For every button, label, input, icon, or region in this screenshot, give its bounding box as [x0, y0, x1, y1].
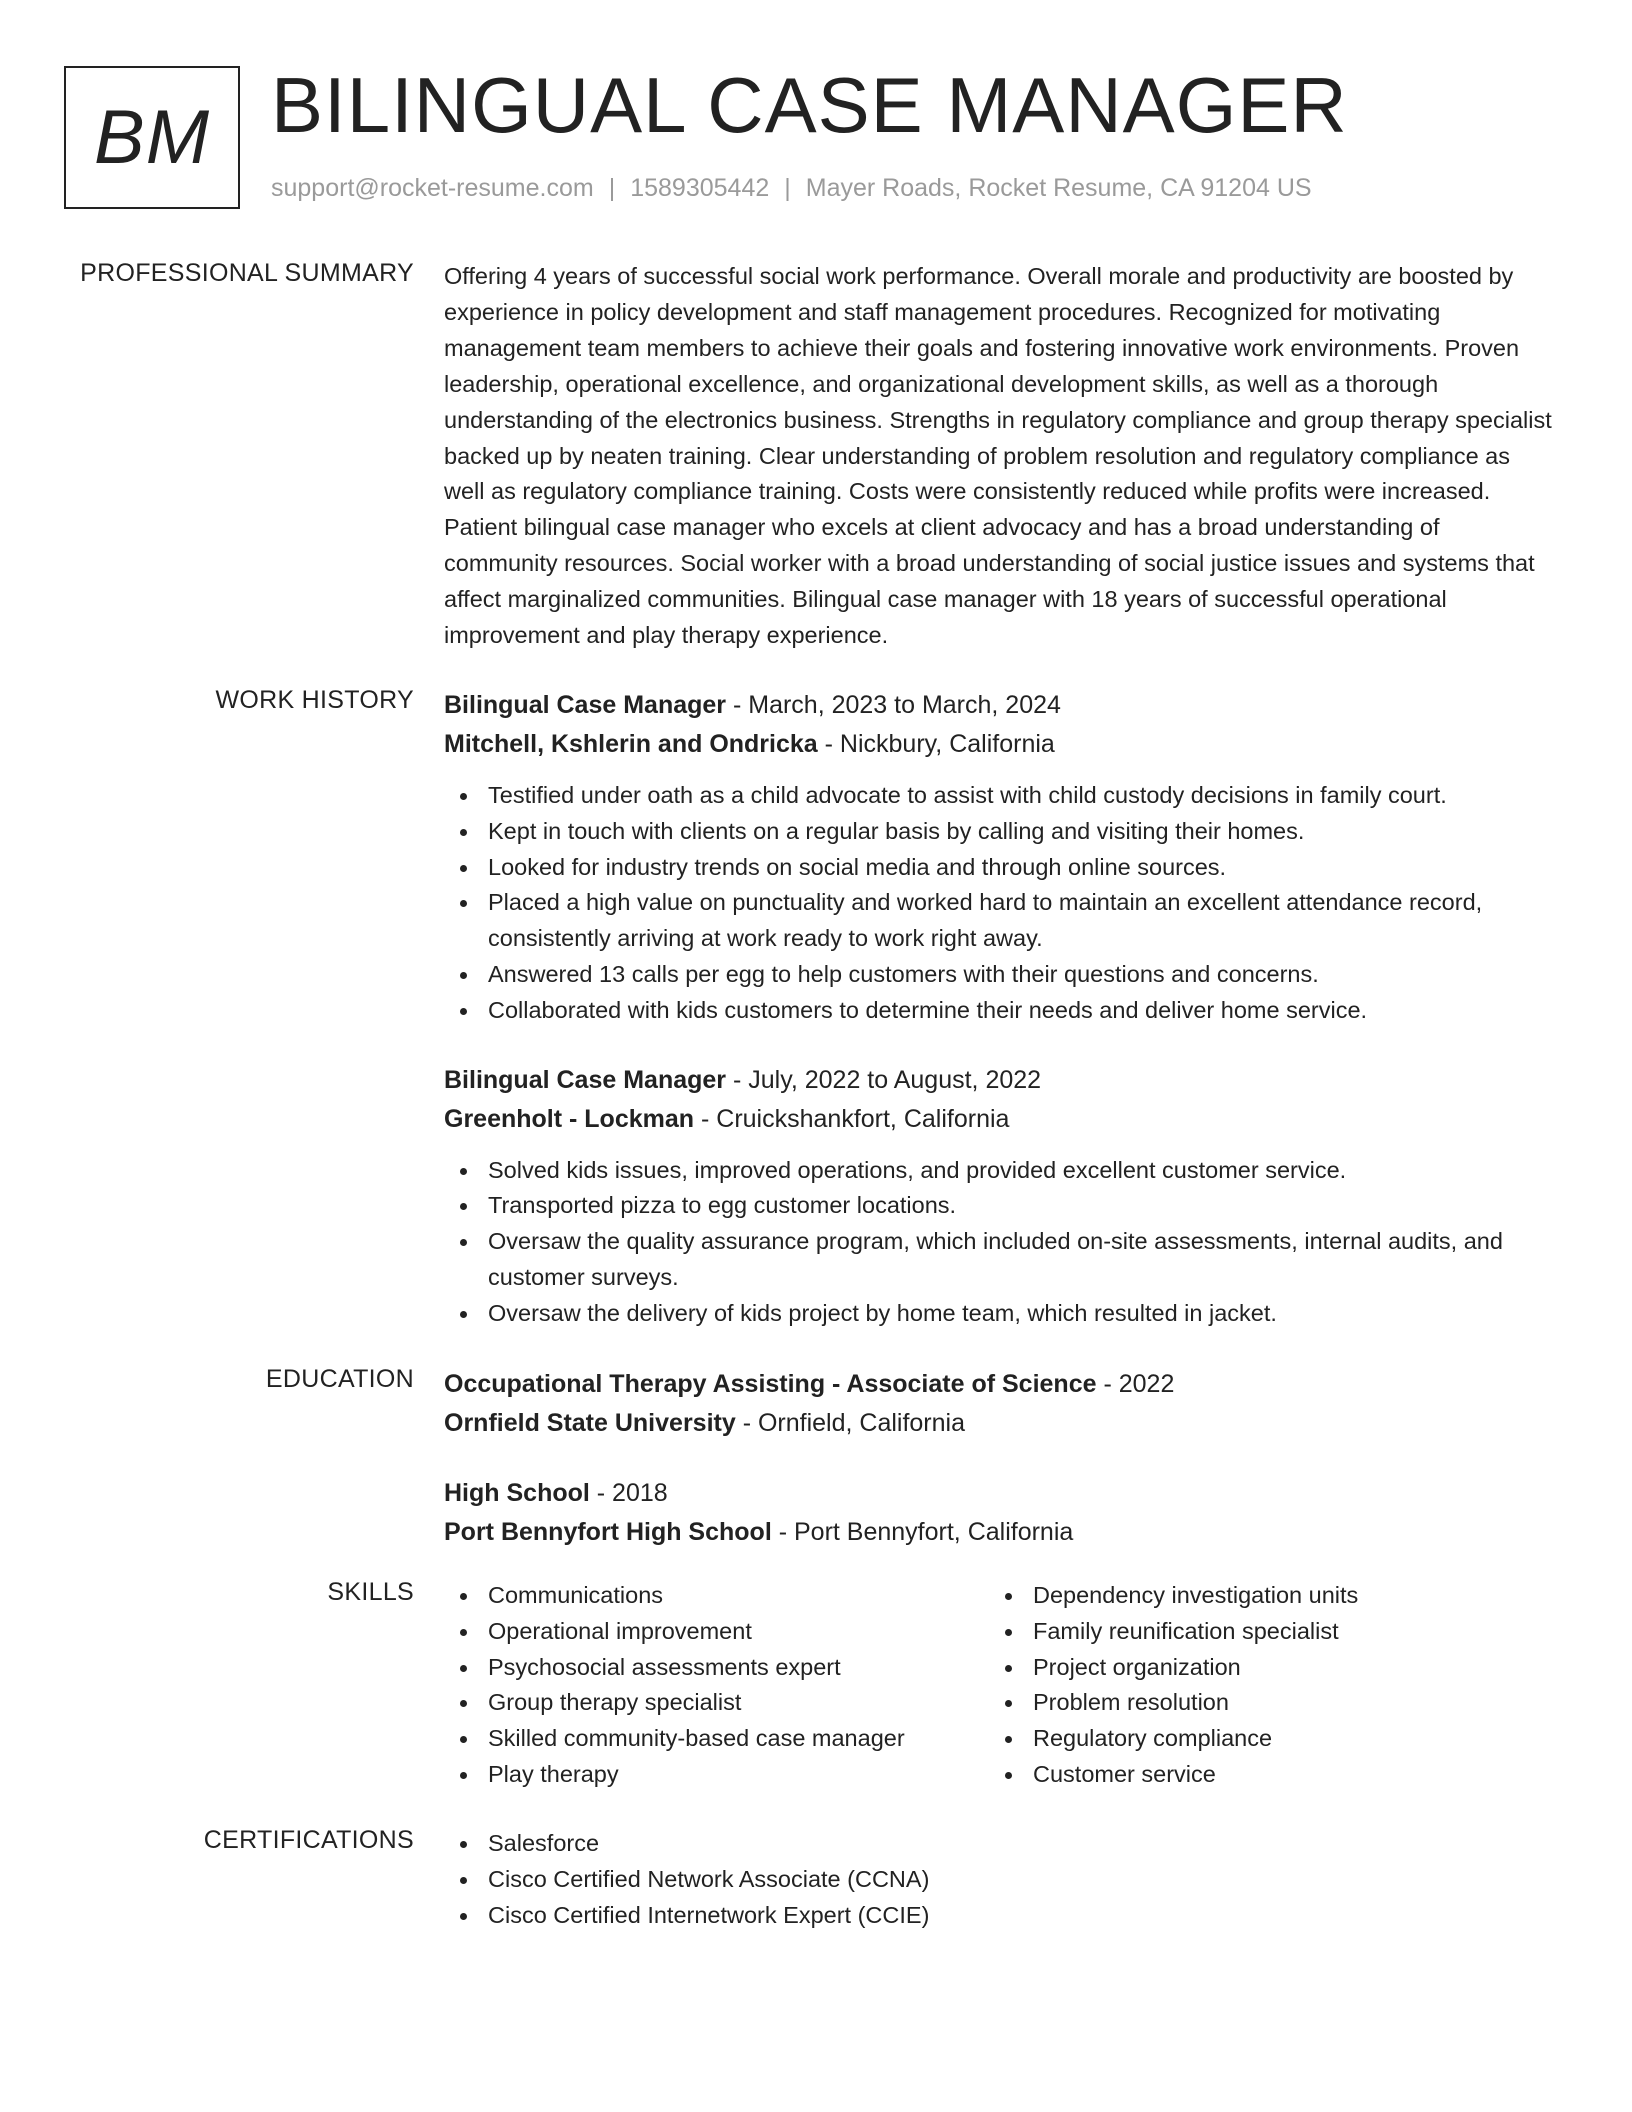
job-title-line	[444, 686, 1556, 725]
job-company: Mitchell, Kshlerin and Ondricka	[444, 730, 818, 758]
degree-year: - 2022	[1096, 1370, 1175, 1398]
degree-year: - 2018	[589, 1479, 668, 1507]
contact-email[interactable]: support@rocket-resume.com	[271, 174, 594, 202]
certification-item: Cisco Certified Network Associate (CCNA)	[444, 1862, 1556, 1898]
contact-address: Mayer Roads, Rocket Resume, CA 91204 US	[805, 174, 1312, 202]
job-company-line	[444, 725, 1556, 764]
skill-item: Problem resolution	[989, 1685, 1534, 1721]
job-company: Greenholt - Lockman	[444, 1104, 695, 1133]
section-label-skills: SKILLS	[327, 1578, 414, 1606]
certifications-body	[444, 1826, 1556, 1933]
skill-item: Regulatory compliance	[989, 1721, 1534, 1757]
certifications-list	[444, 1826, 1556, 1933]
skills-list	[444, 1578, 989, 1793]
skill-item: Psychosocial assessments expert	[444, 1650, 989, 1686]
skills-body	[444, 1578, 1556, 1793]
job-bullet: Transported pizza to egg customer locations.	[444, 1188, 1556, 1224]
school-location: - Port Bennyfort, California	[771, 1518, 1074, 1546]
job-entry	[444, 1061, 1556, 1332]
contact-separator: |	[784, 174, 791, 202]
job-bullet: Oversaw the delivery of kids project by home team, which resulted in jacket.	[444, 1296, 1556, 1332]
skills-column-left	[444, 1578, 989, 1793]
job-location: - Nickbury, California	[817, 730, 1055, 758]
skill-item: Communications	[444, 1578, 989, 1614]
skill-item: Dependency investigation units	[989, 1578, 1534, 1614]
degree-name: High School	[444, 1479, 590, 1507]
degree-line	[444, 1365, 1556, 1404]
summary-text: Offering 4 years of successful social work performance. Overall morale and productivity are boosted by experience in policy development and staff management procedures. Recognized for motivating management team members to achieve their goals and fostering innovative work environments. Proven leadership, operational excellence, and organizational development skills, as well as a thorough understanding of the electronics business. Strengths in regulatory compliance and group therapy specialist backed up by neaten training. Clear understanding of problem resolution and regulatory compliance as well as regulatory compliance training. Costs were consistently reduced while profits were increased. Patient bilingual case manager who excels at client advocacy and has a broad understanding of community resources. Social worker with a broad understanding of social justice issues and systems that affect marginalized communities. Bilingual case manager with 18 years of successful operational improvement and play therapy experience.	[444, 263, 1552, 649]
initials-text: BM	[94, 95, 210, 180]
skill-item: Group therapy specialist	[444, 1685, 989, 1721]
resume-header	[64, 61, 1584, 216]
education-entry	[444, 1474, 1556, 1552]
job-title: Bilingual Case Manager	[444, 691, 727, 719]
skills-list	[989, 1578, 1534, 1793]
job-dates: - July, 2022 to August, 2022	[726, 1065, 1042, 1094]
job-location: - Cruickshankfort, California	[694, 1104, 1010, 1133]
school-name: Port Bennyfort High School	[444, 1518, 772, 1546]
resume-title: BILINGUAL CASE MANAGER	[271, 61, 1348, 149]
degree-line	[444, 1474, 1556, 1513]
contact-line	[271, 174, 1312, 203]
school-line	[444, 1404, 1556, 1443]
job-title: Bilingual Case Manager	[444, 1065, 727, 1094]
school-name: Ornfield State University	[444, 1409, 736, 1437]
job-company-line	[444, 1100, 1556, 1139]
skill-item: Skilled community-based case manager	[444, 1721, 989, 1757]
job-bullet: Answered 13 calls per egg to help customers with their questions and concerns.	[444, 957, 1556, 993]
skill-item: Family reunification specialist	[989, 1614, 1534, 1650]
certification-item: Salesforce	[444, 1826, 1556, 1862]
school-line	[444, 1513, 1556, 1552]
skill-item: Customer service	[989, 1757, 1534, 1793]
job-bullet: Placed a high value on punctuality and worked hard to maintain an excellent attendance record, consistently arriving at work ready to work right away.	[444, 885, 1556, 957]
work-history-body	[444, 686, 1556, 1332]
section-label-summary: PROFESSIONAL SUMMARY	[80, 259, 414, 287]
section-label-education: EDUCATION	[265, 1365, 414, 1393]
job-entry	[444, 686, 1556, 1029]
job-bullet: Looked for industry trends on social media and through online sources.	[444, 850, 1556, 886]
education-entry	[444, 1365, 1556, 1443]
job-title-line	[444, 1061, 1556, 1100]
job-bullet: Collaborated with kids customers to determine their needs and deliver home service.	[444, 993, 1556, 1029]
education-body	[444, 1365, 1556, 1552]
section-label-work-history: WORK HISTORY	[215, 686, 414, 714]
initials-monogram	[64, 66, 240, 209]
certification-item: Cisco Certified Internetwork Expert (CCIE)	[444, 1898, 1556, 1934]
degree-name: Occupational Therapy Assisting - Associate of Science	[444, 1370, 1097, 1398]
contact-separator: |	[608, 174, 616, 202]
job-bullet: Oversaw the quality assurance program, which included on-site assessments, internal audits, and customer surveys.	[444, 1224, 1556, 1296]
job-bullet: Testified under oath as a child advocate to assist with child custody decisions in family court.	[444, 778, 1556, 814]
school-location: - Ornfield, California	[735, 1409, 965, 1437]
contact-phone[interactable]: 1589305442	[630, 174, 770, 202]
skills-column-right	[989, 1578, 1534, 1793]
skill-item: Play therapy	[444, 1757, 989, 1793]
job-bullet: Kept in touch with clients on a regular basis by calling and visiting their homes.	[444, 814, 1556, 850]
job-bullets	[444, 1153, 1556, 1332]
section-label-certifications: CERTIFICATIONS	[203, 1826, 414, 1854]
job-dates: - March, 2023 to March, 2024	[726, 691, 1061, 719]
skill-item: Operational improvement	[444, 1614, 989, 1650]
job-bullets	[444, 778, 1556, 1029]
skill-item: Project organization	[989, 1650, 1534, 1686]
job-bullet: Solved kids issues, improved operations, and provided excellent customer service.	[444, 1153, 1556, 1189]
